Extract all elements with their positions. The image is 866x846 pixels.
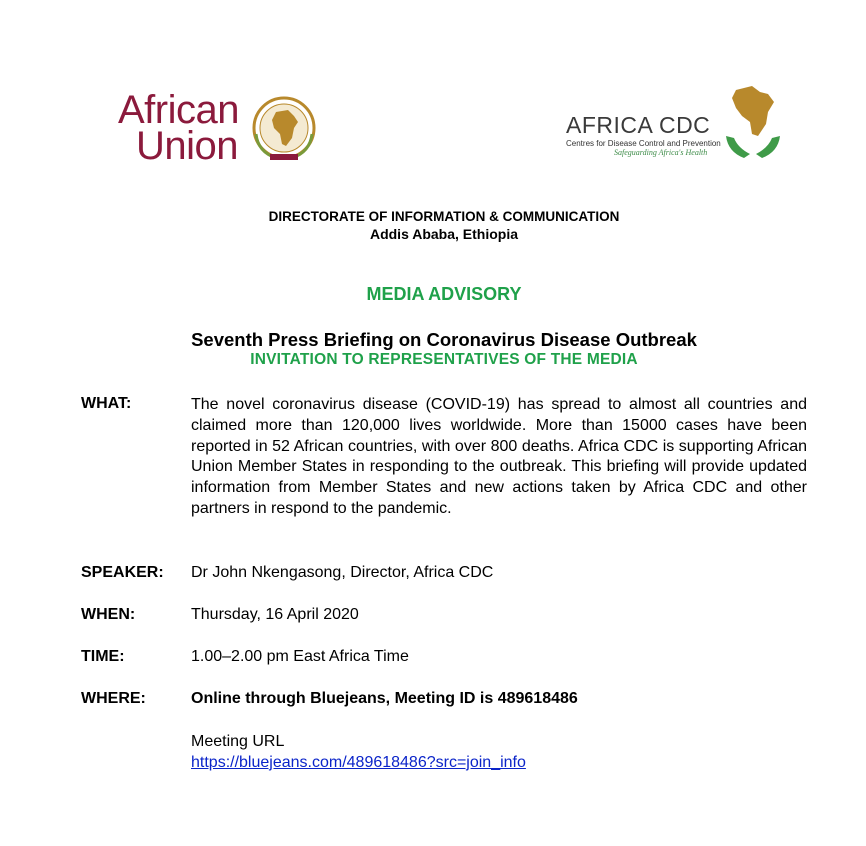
africa-cdc-title: AFRICA CDC [566, 112, 711, 138]
au-wordmark-line1: African [118, 88, 239, 132]
africa-cdc-subtitle: Centres for Disease Control and Prevention [566, 139, 721, 148]
when-value: Thursday, 16 April 2020 [191, 606, 359, 623]
african-union-emblem-icon [248, 94, 320, 166]
time-value: 1.00–2.00 pm East Africa Time [191, 648, 409, 665]
au-wordmark-line2: Union [136, 124, 239, 168]
meeting-url-link[interactable]: https://bluejeans.com/489618486?src=join_info [191, 754, 526, 771]
what-description: The novel coronavirus disease (COVID-19) has spread to almost all countries and claimed more than 120,000 lives worldwide. More than 15000 cases have been reported in 52 African countries, with over 800 deaths. Africa CDC is supporting African Union Member States in responding to the outbreak. This briefing will provide updated information from Member States and new actions taken by Africa CDC and other partners in respond to the pandemic. [191, 396, 807, 517]
meeting-url-label: Meeting URL [191, 733, 285, 750]
africa-cdc-emblem-icon [722, 78, 784, 164]
africa-cdc-tagline: Safeguarding Africa's Health [614, 148, 708, 157]
what-label: WHAT: [81, 395, 132, 412]
location-heading: Addis Ababa, Ethiopia [369, 226, 519, 242]
when-label: WHEN: [81, 606, 136, 623]
speaker-value: Dr John Nkengasong, Director, Africa CDC [191, 564, 494, 581]
media-advisory-heading: MEDIA ADVISORY [366, 284, 522, 304]
where-value: Online through Bluejeans, Meeting ID is 489618486 [191, 690, 578, 707]
african-union-wordmark [118, 88, 248, 168]
where-label: WHERE: [81, 690, 146, 707]
directorate-heading: DIRECTORATE OF INFORMATION & COMMUNICATION [268, 209, 620, 224]
time-label: TIME: [81, 648, 125, 665]
speaker-label: SPEAKER: [81, 564, 164, 581]
invitation-subtitle: INVITATION TO REPRESENTATIVES OF THE MEDIA [250, 351, 638, 368]
briefing-title: Seventh Press Briefing on Coronavirus Disease Outbreak [191, 329, 697, 350]
